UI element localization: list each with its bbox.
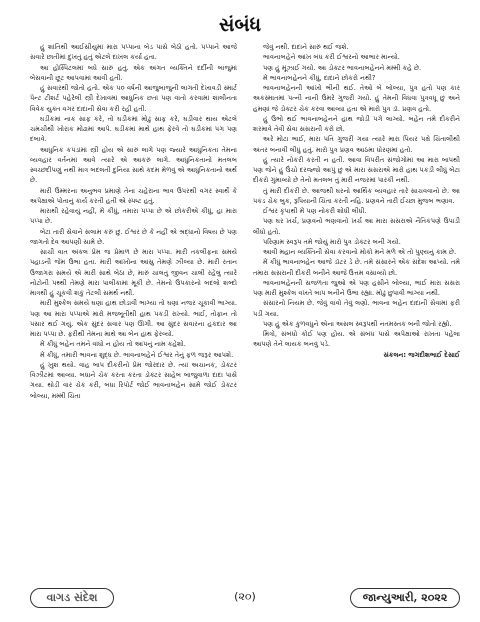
- paragraph: મિત્રો, સંબંધો કોઈ પણ હોય. એ સંબંધ પાસે અપેક્ષાઓ રાખતા પહેલા આપણે તેને લાયક બનવું પડે.: [253, 330, 460, 349]
- paragraph: ઈશ્વર કૃપાથી મેં પણ નોકરી શોધી લીધી.: [263, 207, 367, 215]
- paragraph: સાચી વાત અંકલ પ્રેમ જ પ્રેમાળ છે મારા પપ્પા. મારી તકલીફના સમયે પહાડની જેમ ઉભા હતા. મારી આંખોના આંસુ તેમણે ઝીલ્યા છે. મારી રતાન ઉજાગરા સમયે એ મારી સાથે બેઠા છે, મારું ચાલતું જીવન ચાલી રહેલું ત્યારે નોટોની પથ્થી તેમણે મારા પાલીકામાં મૂકી છે. તેમનો ઉપકારનો બદલો શબ્દો માત્રથી હું ચૂકવી શકું તેટલી સમર્થ નથી.: [30, 248, 237, 297]
- paragraph: મેં કીધું ભાવનાબહેન આજે ડૉટર ડે છે. તમે સંસારને એક સંદેશ આપ્યો. તમે તમારા સસરાની દીકરી બનીને આજે ઉત્તમ વસાવ્યો છો.: [253, 258, 460, 277]
- article-title: સંબંધ: [218, 14, 262, 36]
- paragraph: મારી ઉમ્મરના અનુભવ પ્રમાણે તેના ચહેરાના ભાવ ઉપરથી વગર સ્વાર્થે કે અપેક્ષાએ પોતાનું કાર્ય કરતી હતી એ સ્પષ્ટ હતું.: [30, 186, 237, 205]
- paragraph: ભાવનાબહેને આંખ બંધ કરી ઈશ્વરનો આભાર માન્યો.: [263, 53, 400, 62]
- magazine-name: વાગડ સંદેશ: [30, 588, 114, 608]
- paragraph: ભાવનાબહેનની આંખો ભીની થઈ. તેઓ બે બોલ્યા, પુત્ર હતો પણ કાર અકસ્માતમાં પત્ની નાની ઉંમરે ગુજરી ગયો. હું તેમની વિધવા પુત્રવધૂ છું અને હમણાં જે ડોક્ટર ચેક કરવા આવ્યા હતા એ મારો પુત્ર ડૉ. પ્રણવ હતો.: [253, 84, 460, 113]
- paragraph: જેવું નથી. દાદાને સારું થઈ જશે.: [263, 43, 349, 51]
- author-credit: સંકલન: જગદીશભાઈ દેસાઈ: [383, 350, 460, 359]
- paragraph: ભાવનાબહેનની સજળતા જુઓ એ પણ હસીને બોલ્યા, ભાઈ મારા સસરા પણ મારી મુશ્કેલ વખતે બાપ બનીને ઉભા રહ્યા. મોઢું છુપાવી ભાગ્યા નથી.: [253, 278, 460, 297]
- paragraph: હું ખુશ થયો. વાહ બાપ દીકરીનો પ્રેમ જોરદાર છે. ત્યાં અચાનક, ડોક્ટર વિઝીટમાં આવ્યા. બધાને ચેક કરતા કરતા ડોક્ટર સાહેબ બાજુવાળા દાદા પાસે ગયા. થોડી વાર ચેક કરી, બધા રિપોર્ટ જોઈ ભાવનાબહેન સામે જોઈ ડોક્ટર બોલ્યા, મમ્મી ચિંતા: [30, 360, 237, 400]
- paragraph: પણ હું એક કુળવધુને એના અસલ સ્વરૂપથી નતમસ્તક બની જોતો રહ્યો.: [263, 319, 452, 328]
- paragraph: હું ઉભો થઈ ભાવનાબહેનને હાથ જોડી પગે લાગ્યો. બહેન તમે દીકરીને શરમાવે તેવી સેવા સસરાની કરો છો.: [253, 114, 460, 133]
- paragraph: બેટા તારી સેવાને સલામ કરું છું. ઈશ્વર છે કે નહીં એ શ્રદ્ધાનો વિષય છે પણ જાગતો દેવ આપણી સામે છે.: [30, 227, 237, 246]
- page-number: (૨૦): [234, 590, 256, 603]
- paragraph: મારી મુશ્કેલ સમયે ઘણા હાથ છોડાવી ભાગ્યા તો ઘણા નજર ચૂકાવી ભાગ્યા. પણ આ મારા પપ્પાએ મારો મજબૂતીથી હાથ પકડી રાખ્યો. ભાઈ, તોફાન તો પસાર થઈ ગયું. એક સુંદર સવાર પણ ઊગી. આ સુંદર સવારના હકદાર આ મારા પપ્પા છે. ફરીથી તેમના માથે આ બેન હાથ ફેરવ્યો.: [30, 299, 237, 338]
- paragraph: આધુનિક કપડાંમાં સ્ત્રી હોય એ સારું લાગે પણ જ્યારે આધુનિકતા તેમના વ્યવહાર વર્તનમાં આવે ત્યારે એ આકરું લાગે. આધુનિકતાનો મતલબ સ્વચ્છંદીપણું નથી માત્ર બદલતી દુનિયા સાથે કદમ મેળવું એ આધુનિકતાનો અર્થ છે.: [30, 145, 237, 185]
- paragraph: હું શાંતિથી આઈસીયુમાં મારા પપ્પાના બેડ પાસે બેઠો હતો. પપ્પાને આજે સવારે છાતીમાં દુખતું હતું એટલે દાખલ કર્યા હતા.: [30, 43, 237, 62]
- paragraph: હું સવારથી જોતો હતો. એક ૫૦ વર્ષની આજુબાજુની લાગતી દેખાવડી સ્માર્ટ પેન્ટ ટીશર્ટ પહેરેલી સ્ત્રી દેખાવમાં આધુનિક છતાં પણ વાતો કરવામાં શાલીનતા વિવેક યુક્ત વગર દાદાની સેવા કરી રહી હતી.: [30, 84, 237, 113]
- paragraph: આવી મહાન વ્યક્તિની સેવા કરવાનો મોકો મને મળે એ તો પુણ્યનું કામ છે.: [263, 248, 457, 256]
- paragraph: અરે મોટા ભાઈ, મારા પતિ ગુજરી ગયા ત્યારે મારા પિયર પક્ષે ચિંતાલીથી અંતર બનાવી લીધું હતું. મારો પુત્ર પ્રણવ આઠમા ધોરણમાં હતો.: [253, 135, 460, 154]
- article-body: [30, 42, 460, 574]
- right-column: [253, 42, 460, 574]
- paragraph: ઘડીકમાં નાક સાફ કરે, તો ઘડીકમાં મોઢું સાફ કરે, ઘડીવાર થાય એટલે ચમચીથી ખોરાક મોઢામાં આપે. ઘડીકમાં માથે હાથ ફેરવે તો ઘડીકમાં પગ પણ દબાવે.: [30, 114, 237, 144]
- paragraph: તું મારી દીકરી છે. આજથી ઘરનો આર્થિક વ્યવહાર તારે સાચવવાનો છે. આ પકડ ચેક બુક, રૂપિયાની ચિંતા કરતી નહિ. પ્રણવને તારી ઈચ્છા મુજબ ભણાવ.: [253, 186, 460, 205]
- paragraph: મારાથી રહેવાયું નહીં, મેં કીધું, તમારા પપ્પા છે એ છોકરીએ કીધું, હા મારા પપ્પા છે.: [30, 207, 237, 226]
- paragraph: હું ત્યારે નોકરી કરતી ન હતી. આવા વિપરીત સંજોગોમાં આ મારા બાપથી પણ જેને હું ઉંચો દરજ્જો આપું છું એ મારા સસરાએ મારો હાથ પકડી લીધું બેટા દીકરો ગુમાવ્યો છે તેનો મતલબ તું મારી નજરમાં પારકી નથી.: [253, 155, 460, 185]
- paragraph: મેં કીધું બહેન તમને વાંધો ન હોય તો આપનું નામ કહેશો.: [40, 340, 186, 349]
- paragraph: પણ હું મૂંઝાઈ ગયો. આ ડોક્ટર ભાવનાબહેનને મમ્મી કહે છે.: [263, 63, 422, 72]
- paragraph: પરિણામ સ્વરૂપ તમે જોયું મારો પુત્ર ડોક્ટર બની ગયો.: [263, 237, 401, 246]
- left-column: [30, 42, 237, 574]
- paragraph: સંસારનો નિયમ છે. જેવું વાવો તેવું લણો. ભાવના બહેન દાદાની સેવામાં ફરી પડી ગયા.: [253, 299, 460, 318]
- page-footer: [30, 588, 460, 608]
- paragraph: આ હોસ્પિટલમાં બધે સારું હતું. એક અંગત વ્યક્તિને દર્દીની બાજુમાં બેસવાની છૂટ આપવામાં આવી હતી.: [30, 63, 237, 82]
- issue-date: જાન્યુઆરી, ૨૦૨૨: [350, 588, 460, 608]
- paragraph: પણ ઘર ખર્ચ, પ્રણવનો ભણવાનો ખર્ચ આ મારા સસરાએ નૈતિકપણે ઉપાડી લીધો હતો.: [253, 217, 460, 236]
- paragraph: મેં ભાવનાબહેનને કીધું, દાદાને છોકરો નથી?: [263, 73, 376, 82]
- paragraph: મેં કીધું, તમારી ભાવના શુદ્ધ છે. ભાવનાબહેને ઈશ્વર તેનું ફળ જરૂર આપશે.: [40, 350, 234, 359]
